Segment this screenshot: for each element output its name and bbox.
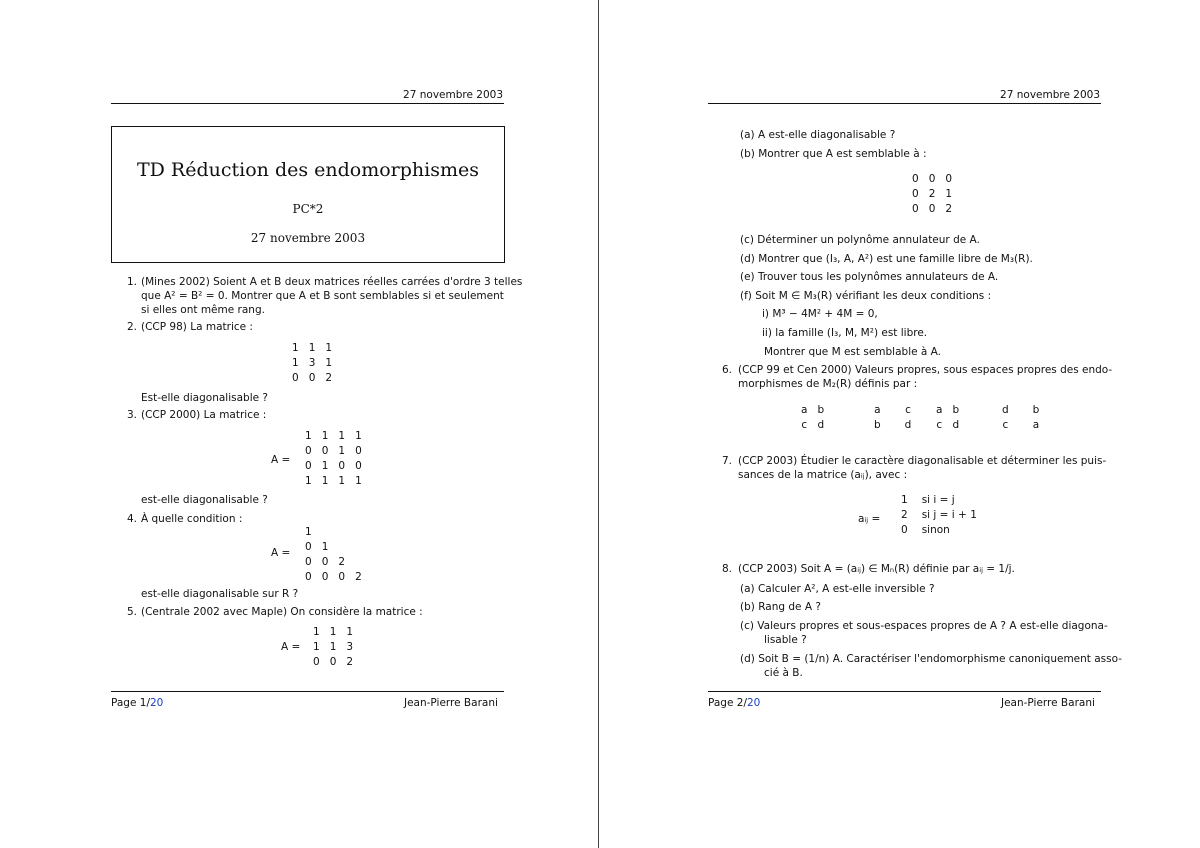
matrix-cell: 0 (305, 445, 312, 457)
matrix-cell: 2 (355, 571, 362, 583)
matrix-cell: 0 (321, 445, 329, 457)
matrix-cell: 1 (338, 445, 346, 457)
matrix-cell: 0 (308, 372, 316, 384)
matrix-cell: b (952, 404, 960, 416)
matrix-cell: d (952, 419, 960, 431)
q5-intro: (Centrale 2002 avec Maple) On considère la matrice : (141, 606, 423, 618)
matrix-cell: 0 (901, 524, 908, 536)
matrix-cell: 0 (945, 173, 953, 185)
matrix-cell: 1 (313, 641, 320, 653)
matrix-cell: c (1002, 419, 1009, 431)
q5-lhs: A = (281, 641, 301, 653)
matrix-cell: 0 (338, 460, 346, 472)
matrix-cell: 0 (305, 460, 312, 472)
footer-rule (708, 691, 1101, 692)
q1-number: 1. (127, 276, 138, 288)
q3-after: est-elle diagonalisable ? (141, 494, 268, 506)
matrix-cell: 1 (901, 494, 908, 506)
q2-intro: (CCP 98) La matrice : (141, 321, 253, 333)
matrix-cell: 1 (308, 342, 316, 354)
title-box (111, 126, 505, 263)
matrix-cell: 1 (292, 357, 299, 369)
document-title: TD Réduction des endomorphismes (136, 159, 480, 181)
matrix-cell (317, 525, 334, 540)
q5f-i: i) M³ − 4M² + 4M = 0, (762, 308, 878, 320)
q4-after: est-elle diagonalisable sur R ? (141, 588, 299, 600)
matrix-cell: 2 (928, 188, 936, 200)
header-rule (111, 103, 504, 104)
q1-line2: que A² = B² = 0. Montrer que A et B sont semblables si et seulement (141, 290, 504, 302)
q6-line1: (CCP 99 et Cen 2000) Valeurs propres, sous espaces propres des endo- (738, 364, 1113, 376)
matrix-cell: 0 (321, 571, 329, 583)
matrix-cell: d (904, 419, 912, 431)
q4-matrix (300, 525, 367, 585)
q8b: (b) Rang de A ? (740, 601, 821, 613)
matrix-cell: a (1032, 419, 1040, 431)
q8d-line2: cié à B. (764, 667, 803, 679)
matrix-cell (333, 525, 350, 540)
q8c-line2: lisable ? (764, 634, 807, 646)
q4-number: 4. (127, 513, 138, 525)
q3-matrix (300, 429, 367, 489)
q8d-line1: (d) Soit B = (1/n) A. Caractériser l'endomorphisme canoniquement asso- (740, 653, 1123, 665)
q5d: (d) Montrer que (I₃, A, A²) est une famille libre de M₃(R). (740, 253, 1033, 265)
matrix-cell: 1 (945, 188, 953, 200)
matrix-cell (350, 525, 367, 540)
q4-lhs: A = (271, 547, 291, 559)
matrix-cell: 1 (338, 475, 346, 487)
matrix-cell: c (905, 404, 911, 416)
matrix-cell: 1 (346, 626, 354, 638)
q6-line2: morphismes de M₂(R) définis par : (738, 378, 918, 390)
q8a: (a) Calculer A², A est-elle inversible ? (740, 583, 935, 595)
q5b: (b) Montrer que A est semblable à : (740, 148, 927, 160)
q5a: (a) A est-elle diagonalisable ? (740, 129, 896, 141)
q6-number: 6. (722, 364, 733, 376)
q6-map-2 (862, 403, 923, 433)
matrix-cell: c (936, 419, 943, 431)
matrix-cell: 2 (945, 203, 953, 215)
matrix-cell: 2 (346, 656, 354, 668)
matrix-cell: a (801, 404, 808, 416)
q5f-conclusion: Montrer que M est semblable à A. (764, 346, 942, 358)
matrix-cell: a (936, 404, 943, 416)
matrix-cell: 1 (305, 430, 312, 442)
q3-number: 3. (127, 409, 138, 421)
matrix-cell: 2 (325, 372, 333, 384)
q2-after: Est-elle diagonalisable ? (141, 392, 268, 404)
matrix-cell: b (1032, 404, 1040, 416)
title-date: 27 novembre 2003 (250, 231, 366, 245)
matrix-cell: 1 (321, 475, 329, 487)
matrix-cell: c (801, 419, 808, 431)
q3-intro: (CCP 2000) La matrice : (141, 409, 267, 421)
q5e: (e) Trouver tous les polynômes annulateurs de A. (740, 271, 999, 283)
matrix-cell: 0 (313, 656, 320, 668)
matrix-cell: 0 (912, 188, 919, 200)
matrix-cell: 1 (355, 475, 362, 487)
matrix-cell: 1 (305, 475, 312, 487)
q5c: (c) Déterminer un polynôme annulateur de A. (740, 234, 980, 246)
matrix-cell: 0 (912, 203, 919, 215)
q7-cases (893, 493, 983, 538)
footer-page: Page 1/20 (111, 697, 164, 709)
page-2 (600, 0, 1200, 848)
matrix-cell: 0 (292, 372, 299, 384)
q6-map-1 (796, 403, 829, 433)
matrix-cell: 3 (346, 641, 354, 653)
q6-map-3 (931, 403, 964, 433)
footer-rule (111, 691, 504, 692)
matrix-cell: 0 (305, 556, 312, 568)
total-pages-link[interactable]: 20 (746, 697, 761, 709)
matrix-cell: 0 (329, 656, 337, 668)
q1-line1: (Mines 2002) Soient A et B deux matrices réelles carrées d'ordre 3 telles (141, 276, 523, 288)
matrix-cell: 0 (928, 203, 936, 215)
matrix-cell: 1 (292, 342, 299, 354)
matrix-cell: 2 (338, 556, 346, 568)
q3-lhs: A = (271, 454, 291, 466)
matrix-cell: 0 (305, 541, 312, 553)
q7-lhs: aᵢⱼ = (858, 513, 881, 525)
matrix-cell: 0 (321, 556, 329, 568)
q6-map-4 (990, 403, 1051, 433)
matrix-cell: 0 (355, 460, 362, 472)
matrix-cell: 1 (325, 357, 333, 369)
matrix-cell: sinon (921, 524, 950, 536)
matrix-cell: 0 (338, 571, 346, 583)
matrix-cell: a (874, 404, 881, 416)
matrix-cell (350, 540, 367, 555)
footer-author: Jean-Pierre Barani (1001, 697, 1095, 709)
matrix-cell: b (874, 419, 881, 431)
q2-matrix (287, 341, 337, 386)
matrix-cell: 1 (305, 526, 312, 538)
matrix-cell: 1 (329, 641, 337, 653)
total-pages-link[interactable]: 20 (149, 697, 164, 709)
matrix-cell: d (1002, 404, 1009, 416)
q7-line1: (CCP 2003) Étudier le caractère diagonalisable et déterminer les puis- (738, 455, 1107, 467)
footer-page: Page 2/20 (708, 697, 761, 709)
matrix-cell: b (817, 404, 825, 416)
q7-line2: sances de la matrice (aᵢⱼ), avec : (738, 469, 908, 481)
matrix-cell: 1 (325, 342, 333, 354)
q5f-ii: ii) la famille (I₃, M, M²) est libre. (762, 327, 928, 339)
matrix-cell: si j = i + 1 (921, 509, 977, 521)
header-date: 27 novembre 2003 (1000, 89, 1100, 101)
matrix-cell (333, 540, 350, 555)
q4-intro: À quelle condition : (141, 513, 243, 525)
matrix-cell: d (817, 419, 825, 431)
q8c-line1: (c) Valeurs propres et sous-espaces propres de A ? A est-elle diagona- (740, 620, 1108, 632)
matrix-cell: 2 (901, 509, 908, 521)
q5-number: 5. (127, 606, 138, 618)
matrix-cell: 1 (338, 430, 346, 442)
matrix-cell (350, 555, 367, 570)
matrix-cell: 1 (321, 460, 329, 472)
q2-number: 2. (127, 321, 138, 333)
footer-author: Jean-Pierre Barani (404, 697, 498, 709)
q8-number: 8. (722, 563, 733, 575)
q7-number: 7. (722, 455, 733, 467)
page-1 (0, 0, 598, 848)
matrix-cell: 1 (313, 626, 320, 638)
matrix-cell: si i = j (921, 494, 955, 506)
matrix-cell: 0 (928, 173, 936, 185)
matrix-cell: 0 (912, 173, 919, 185)
header-rule (708, 103, 1101, 104)
matrix-cell: 0 (355, 445, 362, 457)
matrix-cell: 3 (308, 357, 316, 369)
matrix-cell: 1 (329, 626, 337, 638)
q5-matrix (308, 625, 358, 670)
matrix-cell: 1 (355, 430, 362, 442)
q1-line3: si elles ont même rang. (141, 304, 265, 316)
class-name: PC*2 (292, 202, 324, 216)
q5f: (f) Soit M ∈ M₃(R) vérifiant les deux conditions : (740, 290, 992, 302)
q8-line1: (CCP 2003) Soit A = (aᵢⱼ) ∈ Mₙ(R) définie par aᵢⱼ = 1/j. (738, 563, 1015, 575)
q5b-matrix (907, 172, 957, 217)
matrix-cell: 1 (321, 430, 329, 442)
matrix-cell: 0 (305, 571, 312, 583)
matrix-cell: 1 (321, 541, 329, 553)
header-date: 27 novembre 2003 (403, 89, 503, 101)
